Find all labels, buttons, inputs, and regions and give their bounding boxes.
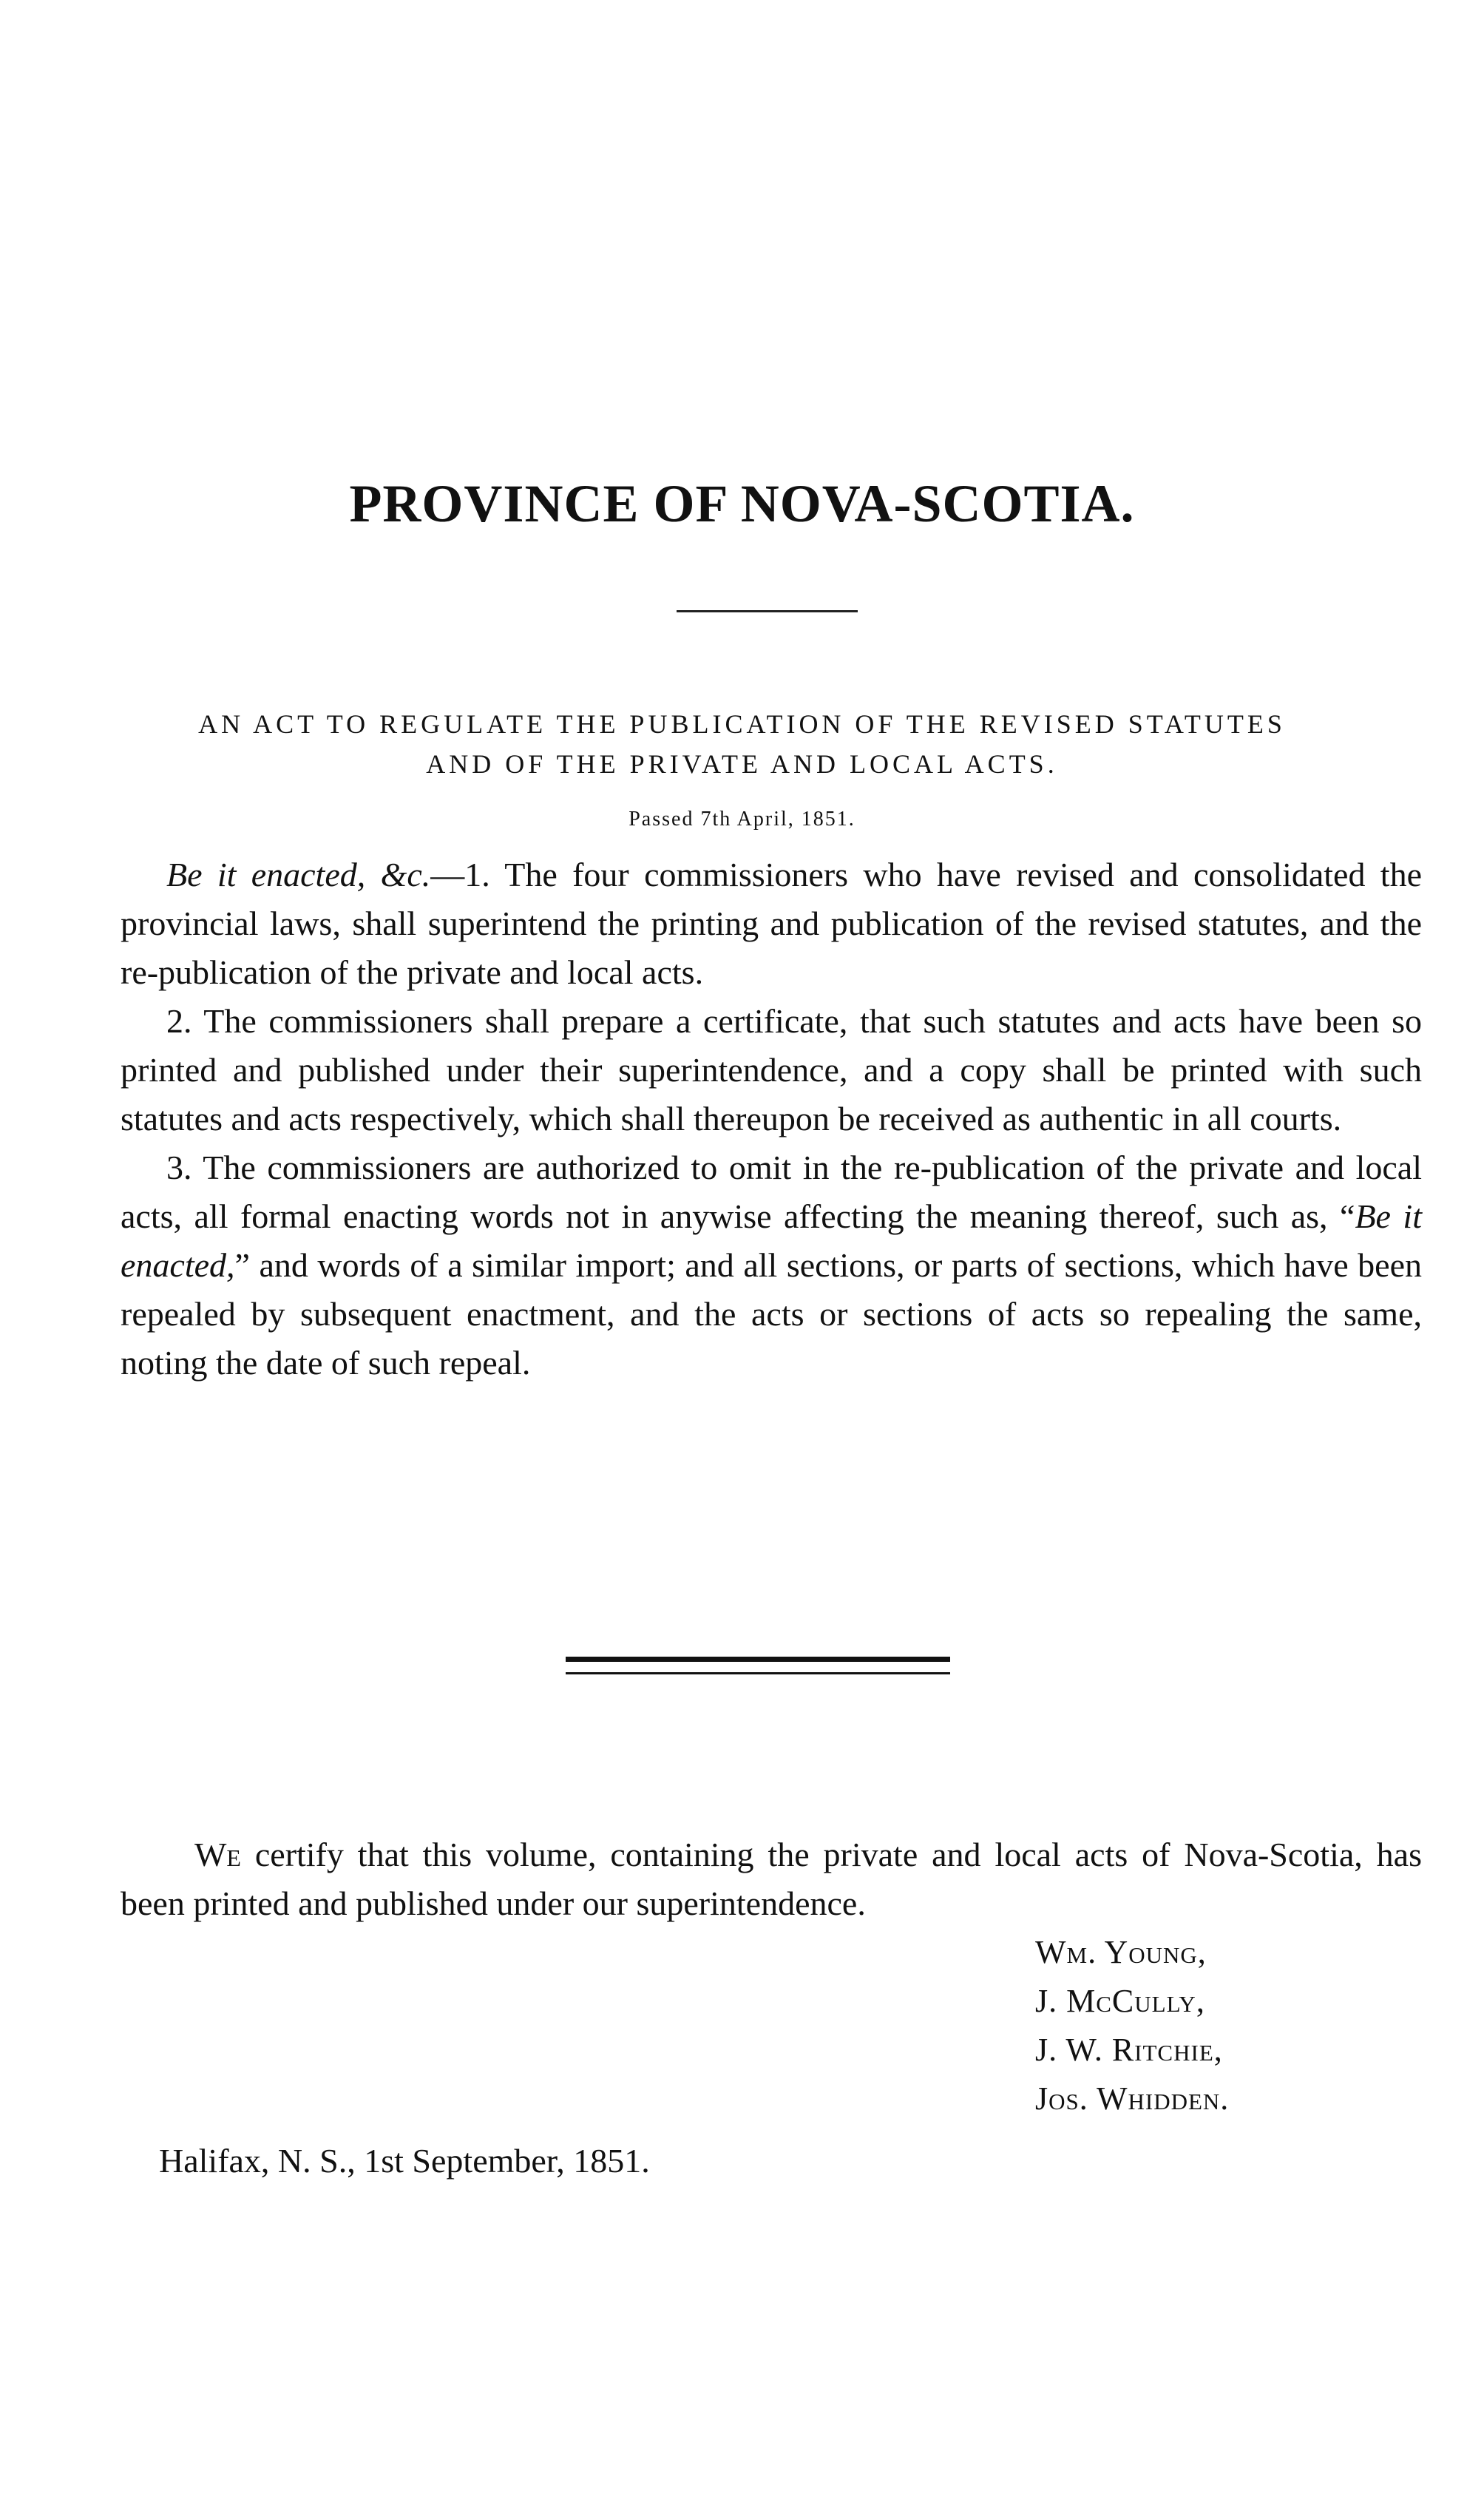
signatories	[1035, 1928, 1229, 2123]
section-3-text-a: 3. The commissioners are authorized to omit in the re-publication of the private and local acts, all formal enacting words not in anywise affecting the meaning thereof, such as, “	[121, 1149, 1422, 1235]
section-3	[121, 1143, 1422, 1387]
enacting-clause: Be it enacted, &c.	[166, 856, 431, 893]
title-divider	[677, 610, 858, 612]
section-1	[121, 851, 1422, 997]
section-3-text-b: ” and words of a similar import; and all sections, or parts of sections, which have been repealed by subsequent enactment, and the acts or sections of acts so repealing the same, noting the date of such repeal.	[121, 1246, 1422, 1382]
passed-date: Passed 7th April, 1851.	[629, 808, 855, 831]
act-title-line-2: AND OF THE PRIVATE AND LOCAL ACTS.	[426, 749, 1058, 779]
signatory: Jos. Whidden.	[1035, 2080, 1230, 2117]
act-title	[111, 704, 1373, 784]
signatory: J. W. Ritchie,	[1035, 2032, 1223, 2068]
act-body	[121, 851, 1422, 1387]
signatory: J. McCully,	[1035, 1983, 1205, 2019]
section-3-quote: Be it enacted,	[121, 1197, 1422, 1284]
section-divider	[566, 1657, 950, 1674]
section-2: 2. The commissioners shall prepare a certificate, that such statutes and acts have been so printed and published under their superintendence, and a copy shall be printed with such statutes and acts respectively, which shall thereupon be received as authentic in all courts.	[121, 1002, 1422, 1137]
section-1-text: —1. The four commissioners who have revised and consolidated the provincial laws, shall superintend the printing and publication of the revised statutes, and the re-publication of the private and local acts.	[121, 856, 1422, 991]
certificate-lead: We	[194, 1836, 241, 1873]
certificate-text	[121, 1830, 1422, 1928]
signatory: Wm. Young,	[1035, 1934, 1207, 1970]
certificate-body: certify that this volume, containing the private and local acts of Nova-Scotia, has been printed and published under our superintendence.	[121, 1836, 1422, 1922]
place-and-date: Halifax, N. S., 1st September, 1851.	[159, 2142, 650, 2180]
document-title: PROVINCE OF NOVA-SCOTIA.	[349, 474, 1135, 533]
act-title-line-1: AN ACT TO REGULATE THE PUBLICATION OF THE REVISED STATUTES	[198, 709, 1286, 739]
certificate	[121, 1830, 1422, 1928]
